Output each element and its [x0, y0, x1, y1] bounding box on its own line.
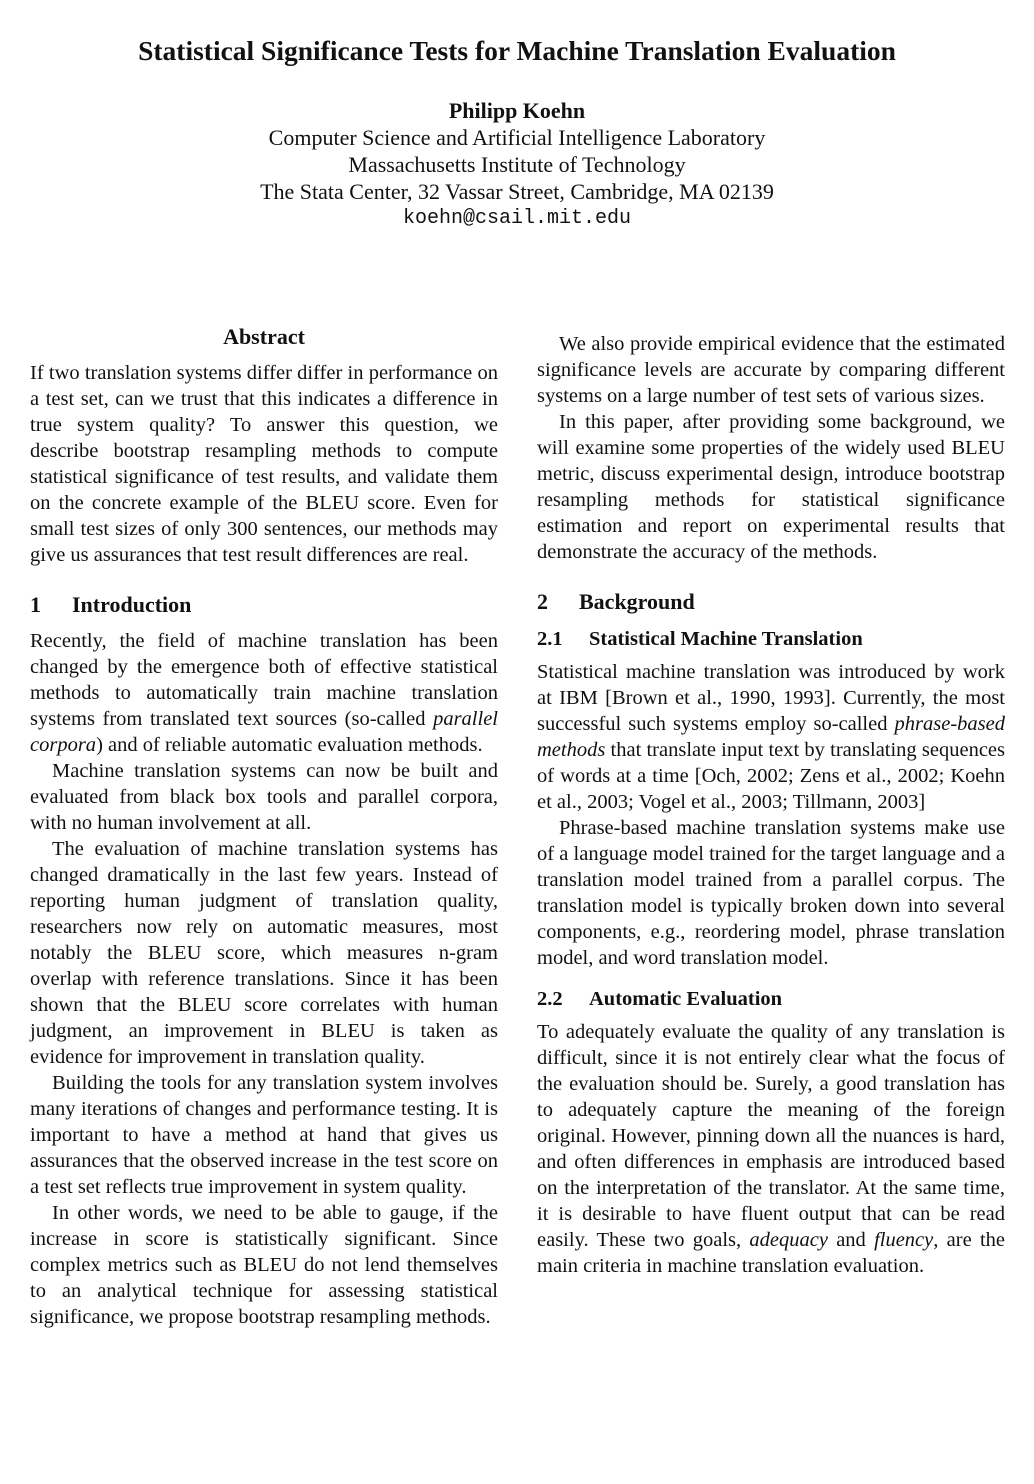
subsection-heading-smt: 2.1 Statistical Machine Translation	[537, 628, 863, 650]
intro-paragraph-7: In this paper, after providing some background, we will examine some properties of the widely used BLEU metric, discuss experimental design, introduce bootstrap resampling methods for statistical significance estimation and report on experimental results that demonstrate the accuracy of the methods.	[537, 411, 1005, 563]
author-name: Philipp Koehn	[448, 98, 586, 123]
author-affiliation-lab: Computer Science and Artificial Intelligence Laboratory	[268, 125, 766, 150]
abstract-paragraph: If two translation systems differ differ in performance on a test set, can we trust that this indicates a difference in true system quality? To answer this question, we describe bootstrap resampling methods to compute statistical significance of test results, and validate them on the concrete example of the BLEU score. Even for small test sizes of only 300 sentences, our methods may give us assurances that test result differences are real.	[30, 362, 498, 566]
section-heading-introduction: 1 Introduction	[30, 592, 192, 617]
intro-paragraph-4: Building the tools for any translation system involves many iterations of changes and performance testing. It is important to have a method at hand that gives us assurances that the observed increase in the test score on a test set reflects true improvement in system quality.	[30, 1072, 498, 1198]
author-email: koehn@csail.mit.edu	[402, 207, 632, 230]
right-column	[537, 305, 1005, 1279]
section-heading-background: 2 Background	[537, 589, 695, 614]
paper-title: Statistical Significance Tests for Machine Translation Evaluation	[138, 35, 896, 66]
author-address: The Stata Center, 32 Vassar Street, Cambridge, MA 02139	[260, 179, 774, 204]
author-affiliation-institute: Massachusetts Institute of Technology	[348, 152, 686, 177]
intro-paragraph-2: Machine translation systems can now be built and evaluated from black box tools and parallel corpora, with no human involvement at all.	[30, 760, 498, 834]
smt-paragraph-1: Statistical machine translation was introduced by work at IBM [Brown et al., 1990, 1993]. Currently, the most successful such systems employ so-called phrase-based methods that translate input text by translating sequences of words at a time [Och, 2002; Zens et al., 2002; Koehn et al., 2003; Vogel et al., 2003; Tillmann, 2003]	[537, 661, 1005, 813]
subsection-heading-automatic-evaluation: 2.2 Automatic Evaluation	[537, 988, 783, 1010]
author-block	[0, 97, 1034, 232]
intro-paragraph-1: Recently, the field of machine translation has been changed by the emergence both of effective statistical methods to automatically train machine translation systems from translated text sources (so-called parallel corpora) and of reliable automatic evaluation methods.	[30, 630, 498, 756]
intro-paragraph-5: In other words, we need to be able to gauge, if the increase in score is statistically significant. Since complex metrics such as BLEU do not lend themselves to an analytical technique for assessing statistical significance, we propose bootstrap resampling methods.	[30, 1202, 498, 1328]
intro-paragraph-3: The evaluation of machine translation systems has changed dramatically in the last few years. Instead of reporting human judgment of translation quality, researchers now rely on automatic measures, most notably the BLEU score, which measures n-gram overlap with reference translations. Since it has been shown that the BLEU score correlates with human judgment, an improvement in BLEU is taken as evidence for improvement in translation quality.	[30, 838, 498, 1068]
eval-paragraph-1: To adequately evaluate the quality of any translation is difficult, since it is not entirely clear what the focus of the evaluation should be. Surely, a good translation has to adequately capture the meaning of the foreign original. However, pinning down all the nuances is hard, and often differences in emphasis are introduced based on the interpretation of the translator. At the same time, it is desirable to have fluent output that can be read easily. These two goals, adequacy and fluency, are the main criteria in machine translation evaluation.	[537, 1021, 1005, 1277]
left-column	[30, 322, 498, 1330]
intro-paragraph-6: We also provide empirical evidence that the estimated significance levels are accurate by comparing different systems on a large number of test sets of various sizes.	[537, 333, 1005, 407]
smt-paragraph-2: Phrase-based machine translation systems make use of a language model trained for the target language and a translation model trained from a parallel corpus. The translation model is typically broken down into several components, e.g., reordering model, phrase translation model, and word translation model.	[537, 817, 1005, 969]
abstract-heading: Abstract	[223, 324, 305, 349]
